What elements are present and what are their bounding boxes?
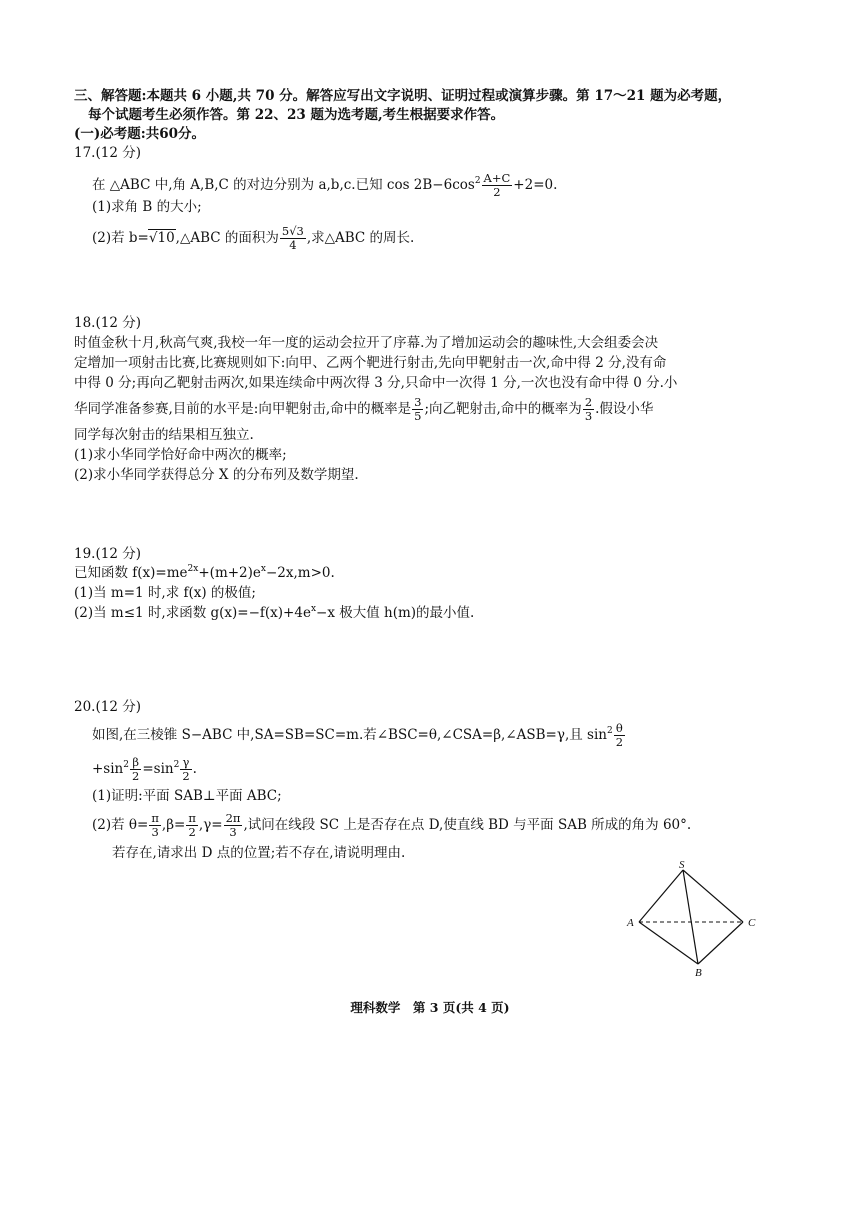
q18-line5: 同学每次射击的结果相互独立. xyxy=(74,427,254,443)
pyramid-figure xyxy=(620,858,770,983)
q20-stem: 如图,在三棱锥 S−ABC 中,SA=SB=SC=m.若∠BSC=θ,∠CSA=β,∠ASB=γ,且 $\sin^2$ $\frac{\theta}{2}$ xyxy=(92,721,624,749)
q18-line2: 定增加一项射击比赛,比赛规则如下:向甲、乙两个靶进行射击,先向甲靶射击一次,命中得 2 分,没有命 xyxy=(74,355,667,371)
edge-BC xyxy=(698,922,743,964)
page-footer: 理科数学 第 3 页(共 4 页) xyxy=(350,1000,510,1015)
q18-line4: 华同学准备参赛,目前的水平是:向甲靶射击,命中的概率是 $\frac{3}{5}$ ;向乙靶射击,命中的概率为 $\frac{2}{3}$ .假设小华 xyxy=(74,395,654,423)
q20-part3: 若存在,请求出 D 点的位置;若不存在,请说明理由. xyxy=(112,845,406,861)
q19-part1: (1)当 m=1 时,求 f(x) 的极值; xyxy=(74,585,256,601)
edge-SB xyxy=(683,870,698,964)
q17-fraction: $\frac{A+C}{2}$ xyxy=(483,171,511,199)
q18-part2: (2)求小华同学获得总分 X 的分布列及数学期望. xyxy=(74,467,359,483)
q17-heading: 17.(12 分) xyxy=(74,145,141,161)
q18-line3: 中得 0 分;再向乙靶射击两次,如果连续命中两次得 3 分,只命中一次得 1 分,一次也没有命中得 0 分.小 xyxy=(74,375,678,391)
q20-part1: (1)证明:平面 SAB⊥平面 ABC; xyxy=(92,788,282,804)
q18-heading: 18.(12 分) xyxy=(74,315,141,331)
edge-SC xyxy=(683,870,743,922)
label-B: B xyxy=(695,967,702,979)
q17-part2: (2)若 b=√10,△ABC 的面积为 $\frac{5√3}{4}$ ,求△ABC 的周长. xyxy=(92,224,415,252)
section-title-cont: 每个试题考生必须作答。第 22、23 题为选考题,考生根据要求作答。 xyxy=(88,107,505,123)
label-S: S xyxy=(679,859,685,871)
edge-SA xyxy=(639,870,683,922)
section-title: 三、解答题:本题共 6 小题,共 70 分。解答应写出文字说明、证明过程或演算步骤。第 17～21 题为必考题， xyxy=(74,88,732,104)
edge-AB xyxy=(639,922,698,964)
q17-stem: 在 △ABC 中,角 A,B,C 的对边分别为 a,b,c.已知 $\cos 2B-6\cos^2$ $\frac{A+C}{2}$ +2=0. xyxy=(92,171,558,199)
q19-part2: (2)当 m≤1 时,求函数 $g(x)=-f(x)+4e^x-x$ 极大值 h(m)的最小值. xyxy=(74,604,475,621)
label-A: A xyxy=(627,917,634,929)
q19-heading: 19.(12 分) xyxy=(74,546,141,562)
q20-heading: 20.(12 分) xyxy=(74,699,141,715)
label-C: C xyxy=(748,917,756,929)
q20-part2: (2)若 θ= $\frac{\pi}{3}$ ,β= $\frac{\pi}{2}$ ,γ= $\frac{2\pi}{3}$ ,试问在线段 SC 上是否存在点 D,使直线 BD 与平面 SAB 所成的角为 60°. xyxy=(92,811,692,839)
q19-stem: 已知函数 $f(x)=me^{2x}+(m+2)e^x-2x,m>0$. xyxy=(74,564,335,581)
section-subtitle: (一)必考题:共60分。 xyxy=(74,126,206,142)
q18-line1: 时值金秋十月,秋高气爽,我校一年一度的运动会拉开了序幕.为了增加运动会的趣味性,大会组委会决 xyxy=(74,335,659,351)
q17-part1: (1)求角 B 的大小; xyxy=(92,199,202,215)
q20-stem-cont: $+\sin^2$ $\frac{\beta}{2}$ $=\sin^2$ $\frac{\gamma}{2}$ . xyxy=(92,755,197,783)
q18-part1: (1)求小华同学恰好命中两次的概率; xyxy=(74,447,287,463)
